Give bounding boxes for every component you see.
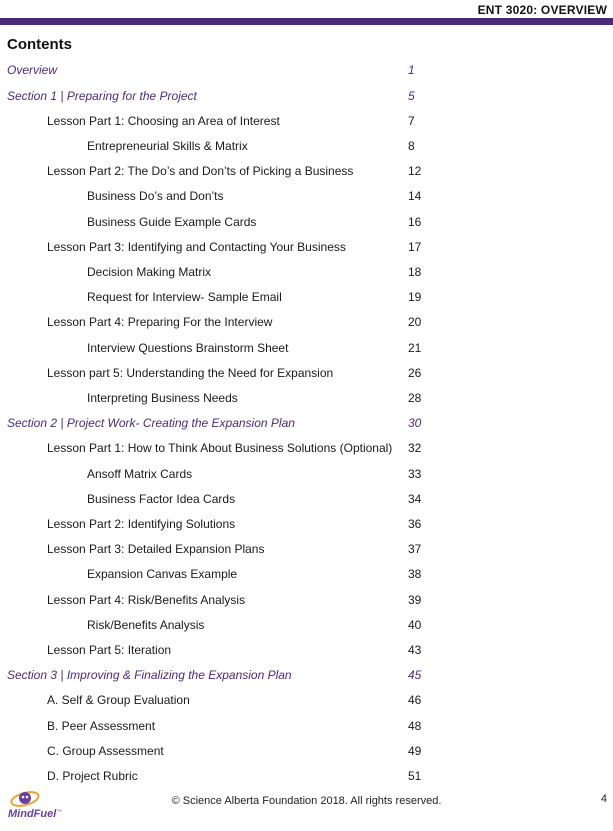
- toc-entry-label: Lesson Part 3: Detailed Expansion Plans: [47, 542, 265, 556]
- toc-entry-page: 1: [408, 63, 415, 77]
- toc-entry-label: D. Project Rubric: [47, 769, 138, 783]
- toc-entry[interactable]: [0, 162, 613, 180]
- toc-entry-page: 36: [408, 517, 422, 531]
- toc-entry[interactable]: [0, 414, 613, 432]
- toc-entry-page: 45: [408, 668, 422, 682]
- toc-entry[interactable]: [0, 565, 613, 583]
- toc-entry-label: C. Group Assessment: [47, 744, 164, 758]
- toc-entry-label: Lesson Part 5: Iteration: [47, 643, 172, 657]
- toc-entry-label: Risk/Benefits Analysis: [87, 618, 205, 632]
- toc-entry-page: 38: [408, 567, 422, 581]
- toc-entry[interactable]: [0, 389, 613, 407]
- toc-entry[interactable]: [0, 263, 613, 281]
- toc-entry-label: Lesson Part 4: Risk/Benefits Analysis: [47, 593, 246, 607]
- toc-entry-label: Business Factor Idea Cards: [87, 492, 236, 506]
- toc-entry-page: 39: [408, 593, 422, 607]
- toc-entry-page: 40: [408, 618, 422, 632]
- toc-entry-page: 51: [408, 769, 422, 783]
- toc-entry-label: Lesson Part 4: Preparing For the Interview: [47, 315, 273, 329]
- toc-entry-label: Request for Interview- Sample Email: [87, 290, 282, 304]
- toc-entry[interactable]: [0, 717, 613, 735]
- toc-entry-label: Expansion Canvas Example: [87, 567, 238, 581]
- toc-entry-page: 30: [408, 416, 422, 430]
- toc-entry-page: 28: [408, 391, 422, 405]
- toc-entry[interactable]: [0, 490, 613, 508]
- toc-entry-label: Lesson Part 3: Identifying and Contacting Your Business: [47, 240, 346, 254]
- toc-entry-page: 21: [408, 341, 422, 355]
- toc-entry[interactable]: [0, 137, 613, 155]
- toc-entry-label: Interpreting Business Needs: [87, 391, 238, 405]
- toc-entry-page: 17: [408, 240, 422, 254]
- toc-entry-page: 14: [408, 189, 422, 203]
- toc-entry-label: Business Do’s and Don’ts: [87, 189, 224, 203]
- logo-trademark: ™: [57, 809, 62, 815]
- toc-entry-label: Lesson Part 2: Identifying Solutions: [47, 517, 236, 531]
- toc-entry-page: 48: [408, 719, 422, 733]
- toc-entry[interactable]: [0, 61, 613, 79]
- toc-entry-page: 37: [408, 542, 422, 556]
- toc-entry-label: Entrepreneurial Skills & Matrix: [87, 139, 248, 153]
- toc-entry[interactable]: [0, 364, 613, 382]
- toc-entry-page: 20: [408, 315, 422, 329]
- copyright-footer: © Science Alberta Foundation 2018. All rights reserved.: [171, 795, 442, 807]
- toc-entry-page: 19: [408, 290, 422, 304]
- toc-entry-label: Lesson Part 2: The Do’s and Don’ts of Picking a Business: [47, 164, 354, 178]
- toc-entry-label: Business Guide Example Cards: [87, 215, 257, 229]
- toc-entry-label: Section 3 | Improving & Finalizing the Expansion Plan: [7, 668, 292, 682]
- toc-entry-page: 46: [408, 693, 422, 707]
- toc-entry-page: 32: [408, 441, 422, 455]
- toc-entry-label: Section 1 | Preparing for the Project: [7, 89, 197, 103]
- toc-entry[interactable]: [0, 87, 613, 105]
- page-header-title: ENT 3020: OVERVIEW: [477, 3, 607, 17]
- toc-entry-page: 16: [408, 215, 422, 229]
- toc-entry[interactable]: [0, 591, 613, 609]
- toc-entry-label: Decision Making Matrix: [87, 265, 212, 279]
- logo-wordmark: MindFuel: [8, 808, 57, 820]
- toc-entry-page: 49: [408, 744, 422, 758]
- toc-entry-page: 18: [408, 265, 422, 279]
- toc-entry-label: Overview: [7, 63, 58, 77]
- toc-entry-label: Lesson part 5: Understanding the Need for Expansion: [47, 366, 334, 380]
- toc-entry[interactable]: [0, 691, 613, 709]
- toc-entry-label: Section 2 | Project Work- Creating the Expansion Plan: [7, 416, 295, 430]
- header-bar: [0, 18, 613, 25]
- toc-entry-label: Lesson Part 1: Choosing an Area of Interest: [47, 114, 280, 128]
- toc-entry[interactable]: [0, 540, 613, 558]
- toc-entry[interactable]: [0, 666, 613, 684]
- toc-entry[interactable]: [0, 616, 613, 634]
- toc-entry-label: Lesson Part 1: How to Think About Business Solutions (Optional): [47, 441, 393, 455]
- toc-entry-page: 8: [408, 139, 415, 153]
- toc-entry-label: B. Peer Assessment: [47, 719, 156, 733]
- toc-entry[interactable]: [0, 439, 613, 457]
- toc-entry[interactable]: [0, 112, 613, 130]
- toc-entry[interactable]: [0, 187, 613, 205]
- toc-entry-page: 7: [408, 114, 415, 128]
- toc-entry[interactable]: [0, 742, 613, 760]
- toc-entry-label: A. Self & Group Evaluation: [47, 693, 190, 707]
- toc-entry-page: 12: [408, 164, 422, 178]
- page-number: 4: [600, 793, 607, 805]
- toc-entry-page: 5: [408, 89, 415, 103]
- toc-entry[interactable]: [0, 641, 613, 659]
- toc-entry-label: Ansoff Matrix Cards: [87, 467, 193, 481]
- toc-entry[interactable]: [0, 465, 613, 483]
- toc-entry[interactable]: [0, 288, 613, 306]
- contents-heading: Contents: [7, 36, 72, 53]
- toc-entry[interactable]: [0, 313, 613, 331]
- toc-entry[interactable]: [0, 767, 613, 785]
- toc-entry-label: Interview Questions Brainstorm Sheet: [87, 341, 289, 355]
- toc-entry[interactable]: [0, 339, 613, 357]
- toc-entry-page: 33: [408, 467, 422, 481]
- toc-entry-page: 26: [408, 366, 422, 380]
- toc-entry-page: 34: [408, 492, 422, 506]
- toc-entry[interactable]: [0, 515, 613, 533]
- toc-entry[interactable]: [0, 238, 613, 256]
- toc-entry-page: 43: [408, 643, 422, 657]
- toc-entry[interactable]: [0, 213, 613, 231]
